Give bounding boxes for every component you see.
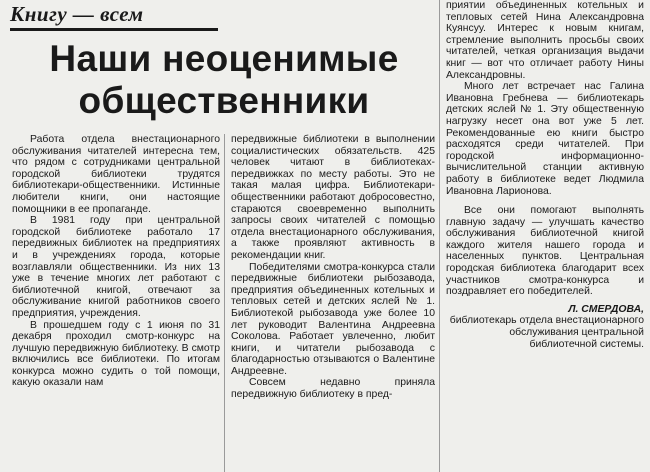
paragraph: В прошедшем году с 1 июня по 31 декабря проходил смотр-конкурс на лучшую передвижную библиотеку. В смотр включились все библиотеки. По итогам конкурса можно судить о той помощи, какую оказали нам [12,319,220,389]
author-role: библиотекарь отдела внестационарного обслуживания центральной библиотечной системы. [449,315,644,350]
section-rubric: Книгу — всем [10,2,218,31]
paragraph: Работа отдела внестационарного обслуживания читателей интересна тем, что рядом с сотрудниками центральной городской библиотеки трудятся библиотекари-общественники. Истинные любители книги, они настоящие помощники в ее пропаганде. [12,134,220,215]
column-divider [439,0,440,472]
paragraph: Много лет встречает нас Галина Ивановна Гребнева — библиотекарь детских яслей № 1. Эту общественную нагрузку несет она вот уже 5 лет. Рекомендованные ею книги быстро расходятся среди читателей. При городской информационно-вычислительной станции активную работу в библиотеке ведет Людмила Ивановна Ларионова. [446,81,644,197]
article-column-3 [446,0,644,472]
column-divider [224,134,225,472]
author-signature [446,304,644,350]
paragraph: передвижные библиотеки в выполнении социалистических обязательств. 425 человек читают в библиотеках-передвижках по месту работы. Это не такая малая цифра. Библиотекари-общественники работают добросовестно, стараются своевременно выполнить запросы своих читателей с помощью отдела внестационарного обслуживания, а также проявляют активность в рекомендации книг. [231,134,435,261]
paragraph: приятии объединенных котельных и тепловых сетей Нина Александровна Куянсуу. Интерес к новым книгам, стремление выполнить просьбы своих читателей, четкая организация выдачи книг — вот что отличает работу Нины Александровны. [446,0,644,81]
article-column-1 [12,134,220,472]
headline-line-1: Наши неоценимые [49,38,399,79]
author-name: Л. СМЕРДОВА, [568,303,644,315]
paragraph: В 1981 году при центральной городской библиотеке работало 17 передвижных библиотек на предприятиях и в учреждениях города, которые возглавляли общественники. Из них 13 уже в течение многих лет работают с библиотечной книгой, отвечают за обслуживание книгой работников своего предприятия, учреждения. [12,215,220,319]
article-headline [14,38,434,122]
headline-line-2: общественники [78,80,370,121]
paragraph: Совсем недавно приняла передвижную библиотеку в пред- [231,377,435,401]
article-column-2 [231,134,435,472]
paragraph: Победителями смотра-конкурса стали передвижные библиотеки рыбозавода, предприятия объединенных котельных и тепловых сетей и детских яслей № 1. Библиотекой рыбозавода уже более 10 лет руководит Валентина Андреевна Соколова. Работает увлеченно, любит книги, и читатели рыбозавода с благодарностью отзываются о Валентине Андреевне. [231,261,435,377]
paragraph: Все они помогают выполнять главную задачу — улучшать качество обслуживания библиотечной книгой каждого жителя нашего города и населенных пунктов. Центральная городская библиотека благодарит всех участников смотра-конкурса и поздравляет его победителей. [446,205,644,298]
